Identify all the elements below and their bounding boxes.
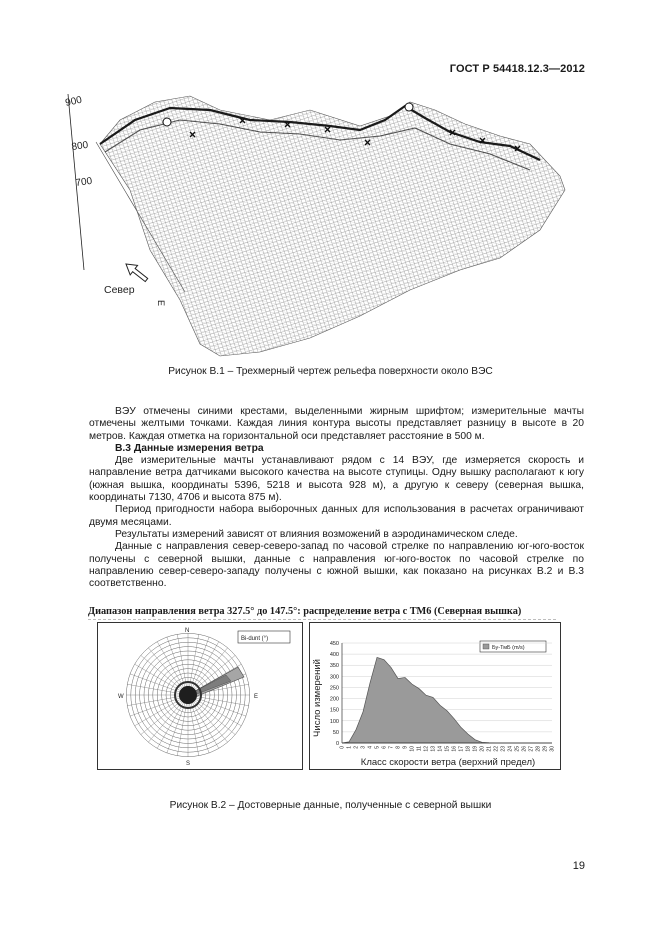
measurement-mast-marker <box>405 103 413 111</box>
chart-x-tick-label: 4 <box>367 746 374 749</box>
terrain-3d-figure <box>60 80 580 362</box>
paragraph-2: Две измерительные мачты устанавливают рядом с 14 ВЭУ, где измеряется скорость и направление ветра датчиками высокого качества на высоте ступицы. Одну вышку располагают к югу (южная вышка, координаты 5396, 5218 и высота 928 м), а другую к северу (северная вышка, координаты 7130, 4706 и высота 875 м). <box>89 455 584 504</box>
chart-x-tick-label: 16 <box>451 746 458 752</box>
paragraph-5: Данные с направления север-северо-запад по часовой стрелке по направлению юг-юго-восток получены с северной вышки, данные с направления юг-юго-восток по часовой стрелке по направлению север-северо-западу получены с южной вышки, как показано на рисунках В.2 и В.3 соответственно. <box>89 541 584 590</box>
chart-x-tick-label: 8 <box>395 746 402 749</box>
chart-series-area <box>342 657 552 743</box>
chart-legend-label: Бу-ТмБ (m/s) <box>492 645 525 651</box>
chart-x-tick-label: 25 <box>514 746 521 752</box>
chart-x-tick-label: 1 <box>346 746 353 749</box>
chart-x-tick-label: 17 <box>458 746 465 752</box>
wind-rose-panel <box>97 622 303 770</box>
chart-y-tick-label: 100 <box>329 718 339 725</box>
chart-y-axis-label: Число измерений <box>312 659 323 737</box>
terrain-3d-drawing <box>60 80 580 362</box>
chart-y-tick-label: 0 <box>335 741 339 747</box>
title-divider <box>88 619 556 620</box>
chart-x-tick-label: 10 <box>409 746 416 752</box>
elevation-label-900: 900 <box>64 94 83 109</box>
wind-speed-panel <box>309 622 561 770</box>
chart-x-tick-label: 26 <box>521 746 528 752</box>
chart-x-tick-label: 28 <box>535 746 542 752</box>
chart-x-tick-label: 20 <box>479 746 486 752</box>
chart-y-tick-label: 300 <box>329 674 339 681</box>
north-arrow-icon <box>122 259 150 284</box>
chart-x-tick-label: 29 <box>542 746 549 752</box>
body-text <box>89 406 584 590</box>
chart-y-tick-label: 400 <box>329 652 339 659</box>
paragraph-1: ВЭУ отмечены синими крестами, выделенными жирным шрифтом; измерительные мачты отмечены желтыми точками. Каждая линия контура высоты представляет разницу в высоте в 20 метров. Каждая отметка на горизонтальной оси представляет расстояние в 500 м. <box>89 406 584 442</box>
chart-x-axis-label: Класс скорости ветра (верхний предел) <box>360 757 536 768</box>
chart-x-tick-label: 2 <box>353 746 360 749</box>
chart-x-tick-label: 13 <box>430 746 437 752</box>
document-code: ГОСТ Р 54418.12.3—2012 <box>449 63 585 75</box>
chart-x-tick-label: 21 <box>486 746 493 752</box>
chart-x-tick-label: 3 <box>360 746 367 749</box>
elevation-label-800: 800 <box>70 139 89 153</box>
chart-x-tick-label: 9 <box>402 746 409 749</box>
paragraph-3: Период пригодности набора выборочных данных для использования в расчетах ограничивают двумя месяцами. <box>89 504 584 528</box>
chart-x-tick-label: 24 <box>507 746 514 752</box>
chart-x-tick-label: 5 <box>374 746 381 749</box>
chart-x-tick-label: 18 <box>465 746 472 752</box>
paragraph-4: Результаты измерений зависят от влияния возможений в аэродинамическом следе. <box>115 528 518 540</box>
wind-rose-dir-n: N <box>185 628 190 634</box>
measurement-mast-marker <box>163 118 171 126</box>
chart-x-tick-label: 14 <box>437 746 444 752</box>
figure-2-title: Диапазон направления ветра 327.5° до 147.5°: распределение ветра с ТМ6 (Северная вышка) <box>88 606 522 617</box>
chart-x-tick-label: 30 <box>549 746 556 752</box>
chart-y-tick-label: 50 <box>332 729 339 736</box>
chart-y-tick-label: 350 <box>329 663 339 670</box>
chart-x-tick-label: 19 <box>472 746 479 752</box>
wind-rose-center <box>179 686 197 704</box>
chart-x-tick-label: 7 <box>388 746 395 749</box>
figure-2-caption: Рисунок В.2 – Достоверные данные, полученные с северной вышки <box>169 800 492 811</box>
chart-x-tick-label: 15 <box>444 746 451 752</box>
chart-x-tick-label: 0 <box>339 746 346 749</box>
svg-text:E: E <box>156 300 166 307</box>
chart-x-tick-label: 11 <box>416 746 423 752</box>
chart-x-tick-label: 22 <box>493 746 500 752</box>
page-number: 19 <box>572 860 585 872</box>
chart-legend-swatch <box>483 644 489 649</box>
section-heading: В.3 Данные измерения ветра <box>115 442 264 454</box>
wind-rose-legend-label: Bi-dunt (°) <box>241 636 269 642</box>
wind-rose-dir-s: S <box>186 761 191 767</box>
chart-x-tick-label: 27 <box>528 746 535 752</box>
wind-rose-dir-e: E <box>254 694 259 700</box>
elevation-label-700: 700 <box>74 175 93 189</box>
chart-y-tick-label: 250 <box>329 685 339 692</box>
figure-1-caption: Рисунок В.1 – Трехмерный чертеж рельефа поверхности около ВЭС <box>168 366 493 377</box>
chart-y-tick-label: 150 <box>329 707 339 714</box>
north-label: Север <box>104 284 135 296</box>
wind-rose-dir-w: W <box>118 694 124 700</box>
chart-x-tick-label: 23 <box>500 746 507 752</box>
chart-x-tick-label: 12 <box>423 746 430 752</box>
wind-rose-chart <box>98 623 302 769</box>
chart-y-tick-label: 200 <box>329 696 339 703</box>
chart-y-tick-label: 450 <box>329 641 339 647</box>
wind-speed-distribution-chart <box>310 623 560 769</box>
chart-x-tick-label: 6 <box>381 746 388 749</box>
